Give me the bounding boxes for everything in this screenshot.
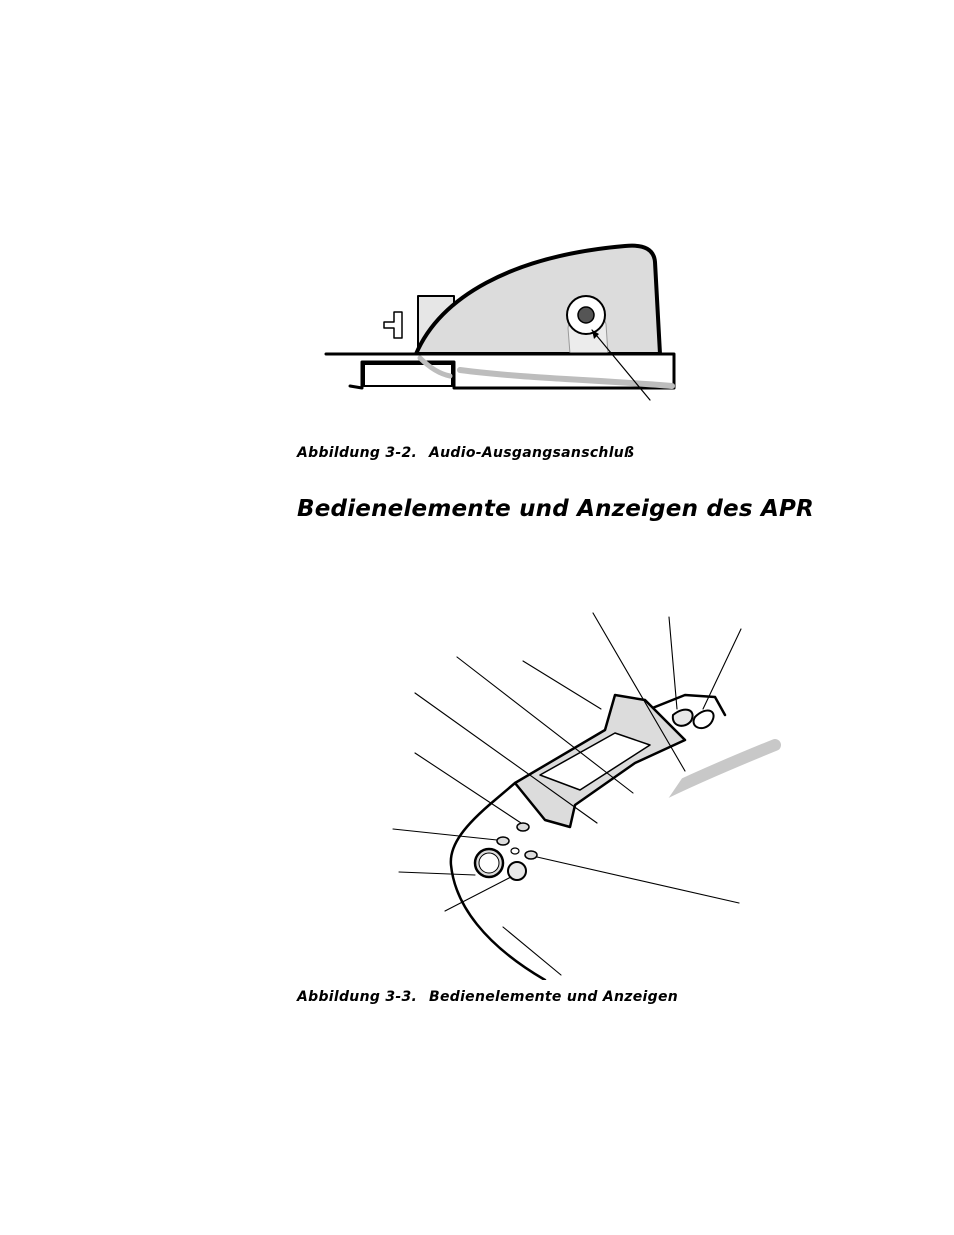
section-heading: Bedienelemente und Anzeigen des APR xyxy=(297,496,814,522)
indicator-light-2 xyxy=(497,837,509,845)
plug-icon xyxy=(384,312,402,338)
figure-caption-3-2 xyxy=(297,445,634,461)
figure-caption-3-3 xyxy=(297,989,678,1005)
caption-number: Abbildung 3-2. xyxy=(297,445,418,461)
caption-number: Abbildung 3-3. xyxy=(297,989,418,1005)
indicator-light-1 xyxy=(517,823,529,831)
indicator-light-4 xyxy=(511,848,519,854)
caption-text: Audio-Ausgangsanschluß xyxy=(429,445,635,461)
indicator-light-3 xyxy=(525,851,537,859)
caption-text: Bedienelemente und Anzeigen xyxy=(429,989,679,1005)
controls-illustration xyxy=(385,605,785,980)
audio-jack-icon xyxy=(578,307,594,323)
audio-output-illustration xyxy=(320,238,690,408)
eject-button-1 xyxy=(673,710,693,726)
